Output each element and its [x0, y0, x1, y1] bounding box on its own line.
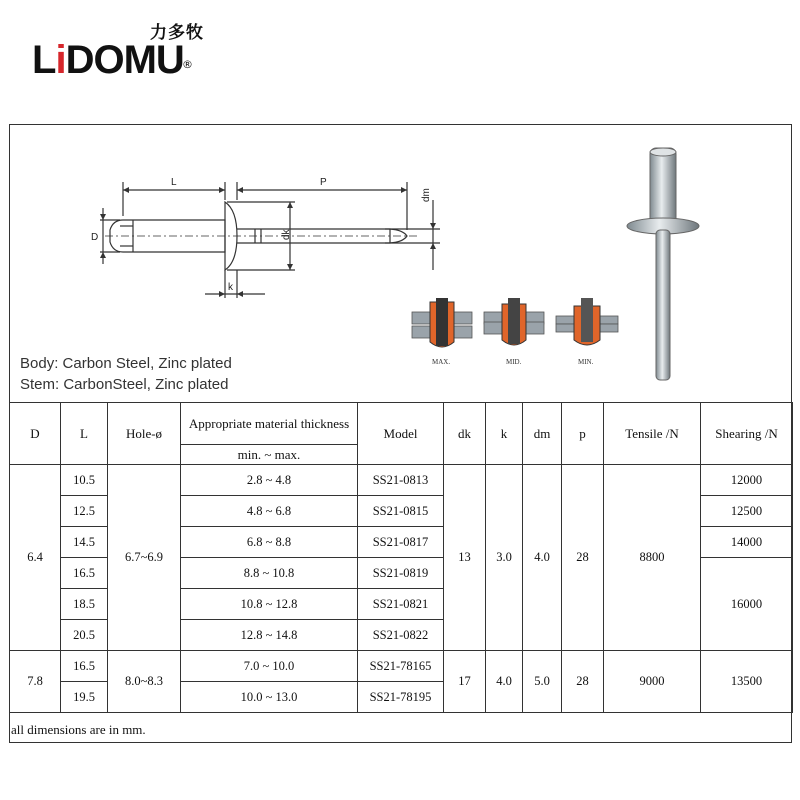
header-k: k — [486, 403, 523, 465]
logo-chinese-text: 力多牧 — [150, 23, 204, 43]
group2-dk: 17 — [444, 651, 486, 713]
cell-thickness: 6.8 ~ 8.8 — [181, 527, 358, 558]
group1-k: 3.0 — [486, 465, 523, 651]
cell-l: 10.5 — [61, 465, 108, 496]
group1-hole: 6.7~6.9 — [108, 465, 181, 651]
cell-model: SS21-0813 — [358, 465, 444, 496]
cell-thickness: 7.0 ~ 10.0 — [181, 651, 358, 682]
grip-min — [556, 298, 618, 345]
units-note: all dimensions are in mm. — [11, 722, 146, 737]
rivet-product-image — [618, 140, 708, 385]
group2-shearing: 13500 — [701, 651, 793, 713]
cell-shearing: 12500 — [701, 496, 793, 527]
body-material-text: Body: Carbon Steel, Zinc plated — [20, 355, 232, 372]
dim-label-L: L — [171, 177, 177, 188]
grip-mid — [484, 298, 544, 345]
rivet-dimension-drawing — [85, 170, 445, 305]
cell-l: 18.5 — [61, 589, 108, 620]
cell-thickness: 4.8 ~ 6.8 — [181, 496, 358, 527]
table-row — [10, 465, 793, 496]
cell-model: SS21-0815 — [358, 496, 444, 527]
header-d: D — [10, 403, 61, 465]
cell-shearing: 16000 — [701, 558, 793, 651]
header-l: L — [61, 403, 108, 465]
cell-model: SS21-0819 — [358, 558, 444, 589]
cell-l: 16.5 — [61, 558, 108, 589]
header-shearing: Shearing /N — [701, 403, 793, 465]
group1-dk: 13 — [444, 465, 486, 651]
grip-max — [412, 298, 472, 347]
header-hole: Hole-ø — [108, 403, 181, 465]
grip-label-max: MAX. — [432, 358, 451, 366]
logo-wordmark: LiDOMU — [32, 38, 184, 82]
cell-model: SS21-78195 — [358, 682, 444, 713]
cell-model: SS21-78165 — [358, 651, 444, 682]
spec-table — [9, 402, 793, 713]
cell-thickness: 10.8 ~ 12.8 — [181, 589, 358, 620]
header-dm: dm — [523, 403, 562, 465]
group2-d: 7.8 — [10, 651, 61, 713]
cell-l: 20.5 — [61, 620, 108, 651]
header-tensile: Tensile /N — [604, 403, 701, 465]
header-thickness: Appropriate material thickness — [181, 403, 358, 445]
group1-d: 6.4 — [10, 465, 61, 651]
group2-p: 28 — [562, 651, 604, 713]
stem-material-text: Stem: CarbonSteel, Zinc plated — [20, 376, 229, 393]
cell-model: SS21-0817 — [358, 527, 444, 558]
group2-dm: 5.0 — [523, 651, 562, 713]
grip-range-illustration — [408, 290, 623, 370]
dim-label-dk: dk — [281, 229, 292, 240]
cell-shearing: 12000 — [701, 465, 793, 496]
group2-k: 4.0 — [486, 651, 523, 713]
grip-label-mid: MID. — [506, 358, 522, 366]
cell-l: 19.5 — [61, 682, 108, 713]
cell-thickness: 10.0 ~ 13.0 — [181, 682, 358, 713]
registered-mark: ® — [182, 58, 193, 71]
group2-tensile: 9000 — [604, 651, 701, 713]
grip-label-min: MIN. — [578, 358, 594, 366]
header-p: p — [562, 403, 604, 465]
cell-thickness: 12.8 ~ 14.8 — [181, 620, 358, 651]
group1-p: 28 — [562, 465, 604, 651]
header-dk: dk — [444, 403, 486, 465]
cell-l: 12.5 — [61, 496, 108, 527]
cell-thickness: 2.8 ~ 4.8 — [181, 465, 358, 496]
header-model: Model — [358, 403, 444, 465]
cell-shearing: 14000 — [701, 527, 793, 558]
dim-label-dm: dm — [421, 188, 432, 202]
brand-logo — [32, 18, 212, 88]
table-row — [10, 651, 793, 682]
cell-l: 16.5 — [61, 651, 108, 682]
group1-dm: 4.0 — [523, 465, 562, 651]
header-thickness-sub: min. ~ max. — [181, 445, 358, 465]
group1-tensile: 8800 — [604, 465, 701, 651]
group2-hole: 8.0~8.3 — [108, 651, 181, 713]
cell-l: 14.5 — [61, 527, 108, 558]
cell-model: SS21-0821 — [358, 589, 444, 620]
dim-label-D: D — [91, 232, 99, 243]
dim-label-P: P — [320, 177, 327, 188]
cell-model: SS21-0822 — [358, 620, 444, 651]
dim-label-k: k — [228, 282, 233, 293]
cell-thickness: 8.8 ~ 10.8 — [181, 558, 358, 589]
